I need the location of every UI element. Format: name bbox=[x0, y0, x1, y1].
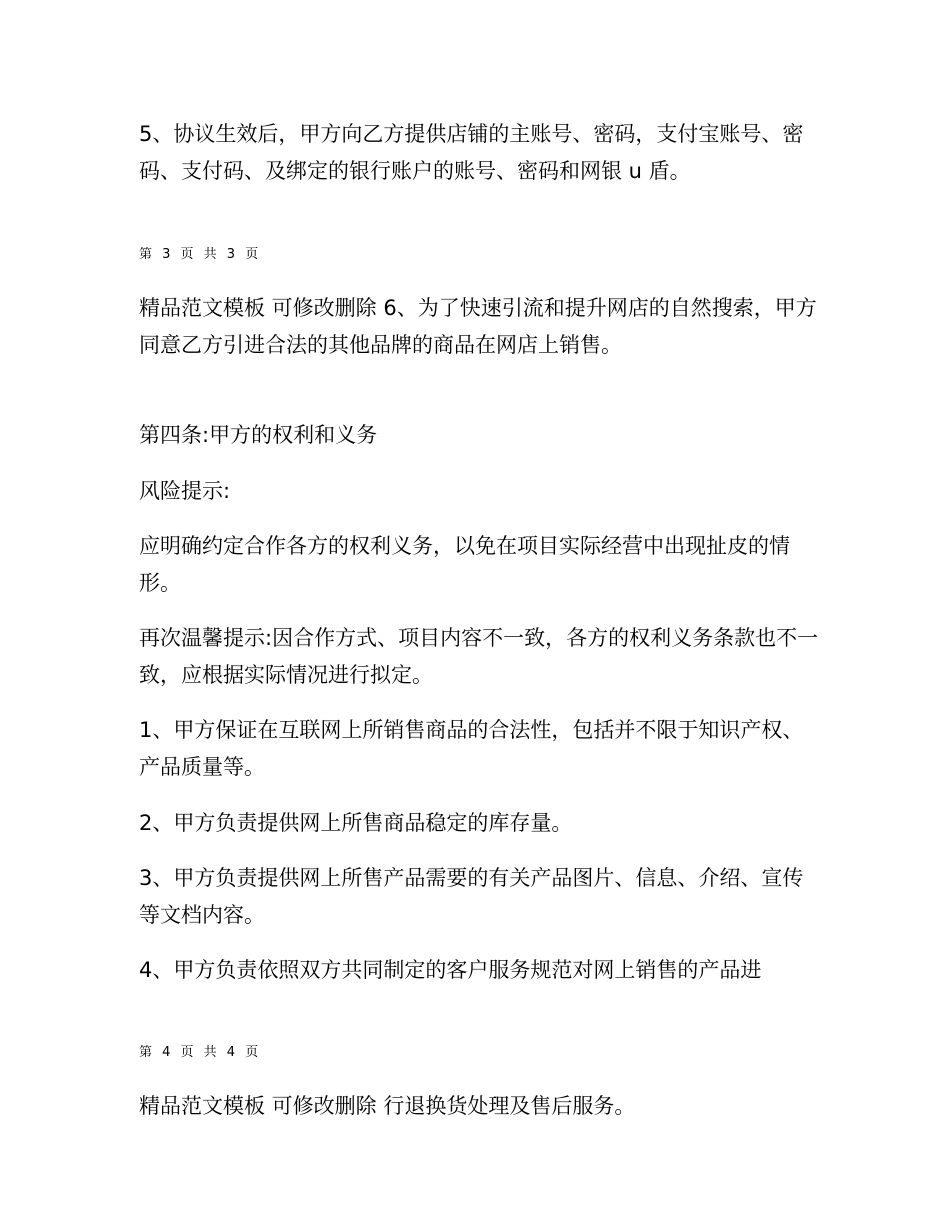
paragraph-reminder: 再次温馨提示:因合作方式、项目内容不一致，各方的权利义务条款也不一致，应根据实际情况进行拟定。 bbox=[139, 626, 819, 687]
clause-3-materials: 3、甲方负责提供网上所售产品需要的有关产品图片、信息、介绍、宣传等文档内容。 bbox=[139, 866, 804, 927]
paragraph-other-brands: 精品范文模板 可修改删除 6、为了快速引流和提升网店的自然搜索，甲方同意乙方引进合法的其他品牌的商品在网店上销售。 bbox=[139, 296, 817, 357]
paragraph-after-sales: 精品范文模板 可修改删除 行退换货处理及售后服务。 bbox=[139, 1094, 636, 1118]
page-footer-4: 第 4 页 共 4 页 bbox=[139, 1045, 262, 1060]
paragraph-rights-obligations: 应明确约定合作各方的权利义务，以免在项目实际经营中出现扯皮的情形。 bbox=[139, 534, 790, 595]
clause-1-legality: 1、甲方保证在互联网上所销售商品的合法性，包括并不限于知识产权、产品质量等。 bbox=[139, 718, 804, 779]
paragraph-account-handover: 5、协议生效后，甲方向乙方提供店铺的主账号、密码，支付宝账号、密码、支付码、及绑定的银行账户的账号、密码和网银 u 盾。 bbox=[139, 122, 804, 183]
section-heading-article-4: 第四条:甲方的权利和义务 bbox=[139, 423, 378, 447]
page-footer-3: 第 3 页 共 3 页 bbox=[139, 247, 262, 262]
risk-notice-label: 风险提示: bbox=[139, 479, 231, 503]
clause-2-inventory: 2、甲方负责提供网上所售商品稳定的库存量。 bbox=[139, 811, 573, 835]
clause-4-service: 4、甲方负责依照双方共同制定的客户服务规范对网上销售的产品进 bbox=[139, 958, 762, 982]
